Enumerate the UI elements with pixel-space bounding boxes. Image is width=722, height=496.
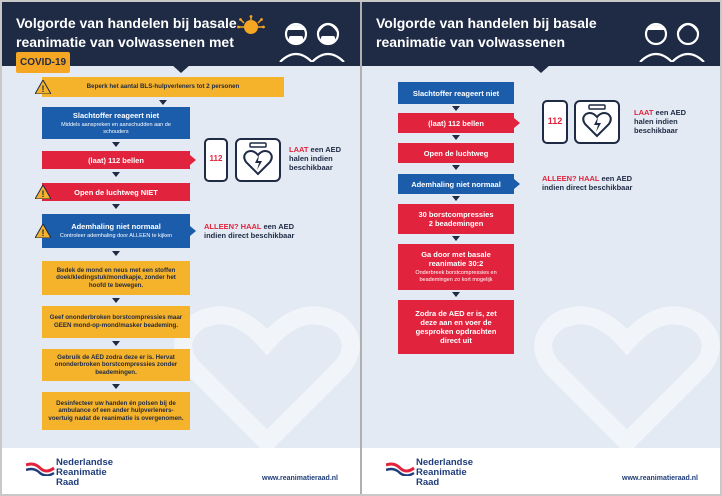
- logo-mark-icon: [26, 462, 56, 476]
- step-subtext: Onderbreek borstcompressies en beademingen zo kort mogelijk: [415, 270, 497, 283]
- step-text: Beperk het aantal BLS-hulpverleners tot 2 personen: [86, 83, 240, 91]
- header-notch: [171, 64, 191, 73]
- flow-arrow: [112, 204, 120, 209]
- panel-title: [376, 14, 646, 52]
- flow-arrow: [452, 135, 460, 140]
- phone-icon: [204, 138, 228, 182]
- step-30-2: [398, 204, 514, 234]
- flow-arrow: [112, 251, 120, 256]
- step-disinfect: [42, 392, 190, 430]
- step-text: Geef ononderbroken borstcompressies maar GEEN mond-op-mond/masker beademing.: [49, 314, 183, 329]
- aed-device-icon: [574, 100, 620, 144]
- flow-arrow: [112, 172, 120, 177]
- step-breathing-abnormal: [398, 174, 514, 194]
- step-unresponsive: [398, 82, 514, 104]
- alone-aed-note: ALLEEN? HAAL een AED indien direct beschikbaar: [204, 222, 295, 240]
- step-call-112: [42, 151, 190, 169]
- svg-text:!: !: [41, 189, 45, 199]
- flow-arrow: [452, 292, 460, 297]
- heart-watermark: [172, 302, 360, 452]
- aed-fetch-note: LAAT een AED halen indien beschikbaar: [289, 145, 342, 172]
- step-aed-arrives: [398, 300, 514, 354]
- flow-arrow: [452, 236, 460, 241]
- step-subtext: Controleer ademhaling door ALLEEN te kijken: [59, 233, 173, 239]
- step-compressions: [42, 306, 190, 338]
- title-line-2: reanimatie van volwassenen met: [16, 34, 234, 50]
- warning-icon: [35, 80, 51, 94]
- flow-arrow: [112, 341, 120, 346]
- step-text: 30 borstcompressies 2 beademingen: [418, 210, 494, 228]
- step-text: Bedek de mond en neus met een stoffen doek/kledingstuk/mondkapje, zonder het hoofd te bewegen.: [56, 266, 176, 289]
- virus-icon: [234, 15, 268, 37]
- step-use-aed: [42, 349, 190, 381]
- flow-arrow: [452, 196, 460, 201]
- aed-fetch-note: LAAT een AED halen indien beschikbaar: [634, 108, 687, 135]
- warning-icon: [35, 224, 51, 238]
- logo-mark-icon: [386, 462, 416, 476]
- step-text: Ademhaling niet normaal: [411, 179, 501, 189]
- title-line-2: reanimatie van volwassenen: [376, 34, 566, 50]
- covid-tag: COVID-19: [16, 52, 70, 73]
- flow-arrow: [112, 298, 120, 303]
- phone-112-label: 112: [547, 116, 563, 126]
- step-breathing-abnormal: [42, 214, 190, 248]
- flow-arrow: [112, 142, 120, 147]
- panel-footer: [362, 448, 720, 494]
- step-pointer: [190, 226, 196, 236]
- flow-arrow: [452, 106, 460, 111]
- step-pointer: [514, 179, 520, 189]
- step-pointer: [514, 118, 520, 128]
- logo-text: Nederlandse Reanimatie Raad: [416, 457, 474, 488]
- alone-aed-note: ALLEEN? HAAL een AED indien direct beschikbaar: [542, 174, 633, 192]
- flow-arrow: [112, 384, 120, 389]
- phone-112-label: 112: [209, 154, 223, 163]
- title-line-1: Volgorde van handelen bij basale: [376, 15, 597, 31]
- step-limit-helpers: [42, 77, 284, 97]
- phone-icon: [542, 100, 568, 144]
- step-text: Open de luchtweg NIET: [74, 187, 158, 197]
- svg-text:!: !: [41, 228, 45, 238]
- step-open-airway: [398, 143, 514, 163]
- logo-text: Nederlandse Reanimatie Raad: [56, 457, 114, 488]
- panel-footer: [2, 448, 360, 494]
- heart-bolt-icon: [576, 102, 618, 142]
- standard-protocol-panel: [362, 2, 720, 494]
- heart-watermark: [532, 302, 720, 452]
- people-with-masks-icon: [276, 16, 348, 62]
- people-icon: [636, 16, 708, 62]
- panel-header: [2, 2, 360, 66]
- website-link[interactable]: www.reanimatieraad.nl: [262, 475, 338, 482]
- website-link[interactable]: www.reanimatieraad.nl: [622, 475, 698, 482]
- step-airway-not: [42, 183, 190, 201]
- step-text: Desinfecteer uw handen én polsen bij de ambulance of een ander hulpverleners-voertuig nadat de reanimatie is overgenomen.: [48, 399, 184, 422]
- covid-protocol-panel: [2, 2, 360, 494]
- flow-arrow: [159, 100, 167, 105]
- step-text: (laat) 112 bellen: [88, 155, 144, 165]
- step-unresponsive: [42, 107, 190, 139]
- step-text: Ga door met basale reanimatie 30:2: [421, 250, 491, 268]
- step-subtext: Middels aanspreken en aanschudden aan de schouders: [61, 121, 171, 135]
- svg-text:!: !: [41, 84, 45, 94]
- step-text: Slachtoffer reageert niet: [412, 88, 500, 98]
- step-pointer: [190, 155, 196, 165]
- aed-device-icon: [235, 138, 281, 182]
- panel-header: [362, 2, 720, 66]
- step-cover-mouth: [42, 261, 190, 295]
- step-call-112: [398, 113, 514, 133]
- step-text: Slachtoffer reageert niet: [72, 110, 160, 120]
- header-notch: [531, 64, 551, 73]
- step-continue-cpr: [398, 244, 514, 290]
- step-text: Open de luchtweg: [423, 148, 489, 158]
- title-line-1: Volgorde van handelen bij basale: [16, 15, 237, 31]
- step-text: Ademhaling niet normaal: [71, 222, 161, 231]
- flow-arrow: [452, 165, 460, 170]
- step-text: Zodra de AED er is, zet deze aan en voer de gesproken opdrachten direct uit: [415, 309, 497, 345]
- step-text: Gebruik de AED zodra deze er is. Hervat ononderbroken borstcompressies zonder beademingen.: [54, 353, 178, 376]
- heart-bolt-icon: [237, 140, 279, 180]
- step-text: (laat) 112 bellen: [428, 118, 484, 128]
- warning-icon: [35, 185, 51, 199]
